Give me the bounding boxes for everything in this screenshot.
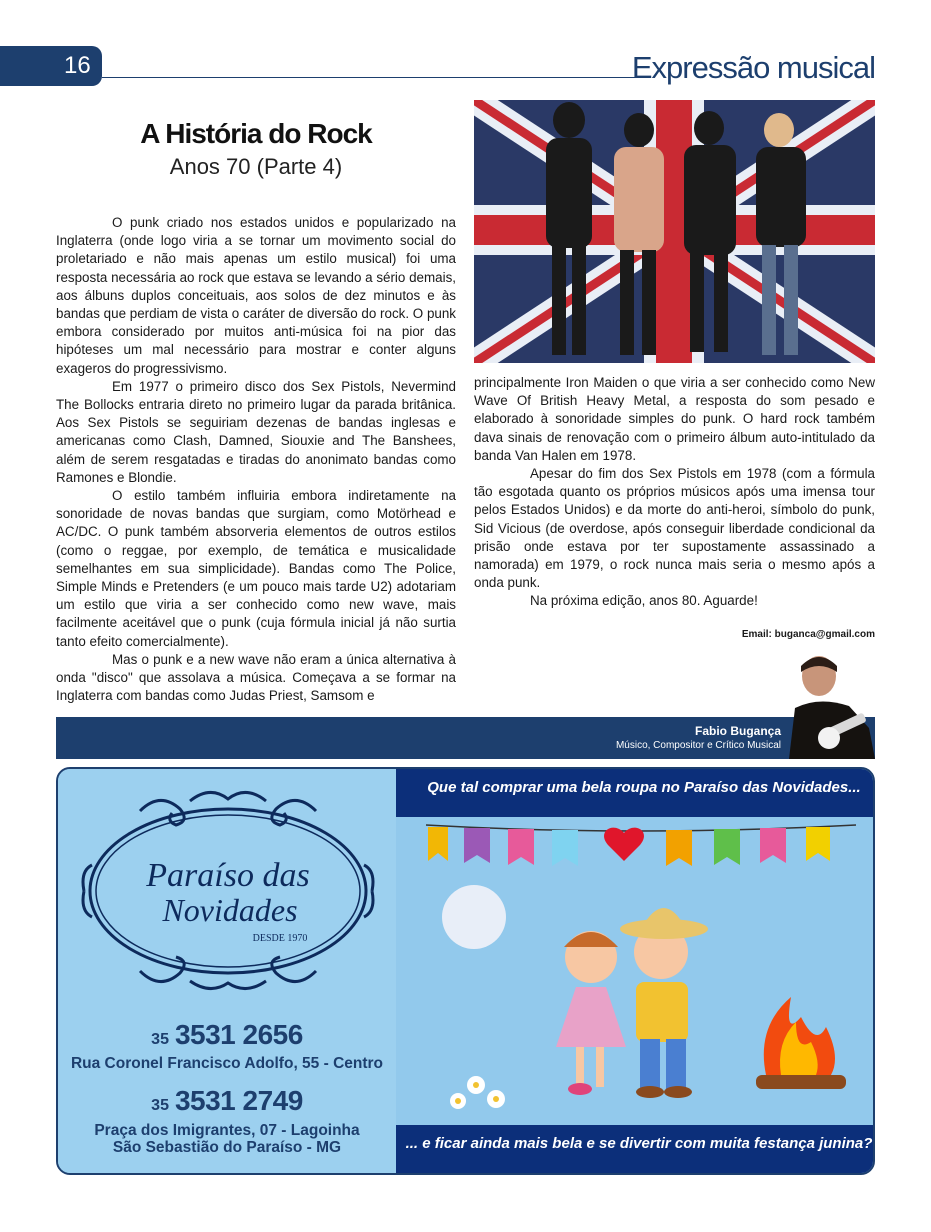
phone-2-number: 3531 2749 [174,1085,303,1116]
address-2-line2: São Sebastião do Paraíso - MG [112,1139,342,1156]
author-email: Email: buganca@gmail.com [741,629,875,640]
paragraph: Apesar do fim dos Sex Pistols em 1978 (com a fórmula tão esgotada quanto os próprios músicos após uma imensa tour pelos Estados Unidos) e da morte do anti-heroi, símbolo do punk, Sid Vicious (de overdose, após conseguir liberdade condicional da prisão onde estava por ter supostamente assassinado a namorada) em 1979, o rock nunca mais seria o mesmo após a onda punk. [474,466,875,591]
author-name: Fabio Bugança [694,724,781,738]
phone-2-area: 35 [151,1097,169,1114]
author-bar [56,717,875,759]
address-1: Rua Coronel Francisco Adolfo, 55 - Centro [70,1055,384,1072]
logo-line2: Novidades [162,892,298,928]
article-subtitle: Anos 70 (Parte 4) [169,154,343,179]
union-jack-band-image [474,100,875,363]
logo-since: DESDE 1970 [252,933,308,944]
ad-top-banner: Que tal comprar uma bela roupa no Paraíso das Novidades... [427,779,861,796]
logo-line1: Paraíso das [146,857,310,894]
ad-bottom-banner: ... e ficar ainda mais bela e se divertir com muita festança junina? [405,1135,873,1152]
paragraph: O estilo também influiria embora indiretamente na sonoridade de novas bandas que surgiam, como Motörhead e AC/DC. O punk também absorveria elementos de outros estilos (como o reggae, por exemplo, de temática e musicalidade semelhantes em sua simplicidade). Bandas como The Police, Simple Minds e Pretenders (e um pouco mais tarde U2) adotariam um estilo que viria a ser conhecido como new wave, mais facilmente aceitável que o punk (cuja fórmula inicial já não surtia tanto efeito comercialmente). [56,488,456,649]
festa-junina-illustration [396,817,875,1125]
author-photo [779,648,875,759]
paragraph: Em 1977 o primeiro disco dos Sex Pistols, Nevermind The Bollocks entraria direto no primeiro lugar da parada britânica. Aos Sex Pistols se seguiriam dezenas de bandas inglesas e americanas como Clash, Damned, Siouxie and The Banshees, além de serem resgatadas e tiradas do anonimato bandas como Ramones e Blondie. [56,378,456,485]
article-body-left [56,214,456,705]
article-body-right [474,374,875,611]
moon [442,885,506,949]
phone-1-number: 3531 2656 [174,1019,303,1050]
author-role: Músico, Compositor e Crítico Musical [615,740,781,751]
paragraph: O punk criado nos estados unidos e popularizado na Inglaterra (onde logo viria a se tornar um movimento social do proletariado e não mais apenas um estilo musical) foi uma resposta necessária ao rock que estava se levando a sério demais, aos álbuns duplos conceituais, aos solos de dez minutos e às bandas que perdiam de vista o caráter de diversão do rock. O punk embora considerado por muitos anti-música foi na pior das hipóteses um mal necessário para mostrar e conter alguns exageros do progressivismo. [56,215,456,376]
article-title: A História do Rock [140,118,372,149]
phone-2 [58,1085,396,1117]
article-left-column [56,118,456,705]
ad-store-panel [58,769,396,1173]
paragraph: principalmente Iron Maiden o que viria a ser conhecido como New Wave Of British Heavy Metal, a resposta do som pesado e elaborado à sonoridade simples do punk. O hard rock também dava sinais de renovação com o primeiro álbum auto-intitulado da banda Van Halen em 1978. [474,375,875,463]
paragraph: Na próxima edição, anos 80. Aguarde! [530,593,758,609]
address-2-line1: Praça dos Imigrantes, 07 - Lagoinha [94,1122,360,1139]
band-photo [474,100,875,363]
phone-1 [58,1019,396,1051]
phone-1-area: 35 [151,1031,169,1048]
header-rule [102,77,642,78]
ad-festival-panel [396,769,875,1173]
paragraph: Mas o punk e a new wave não eram a única alternativa à onda "disco" que assolava a música. Começava a se formar na Inglaterra com bandas como Judas Priest, Samsom e [56,651,456,704]
advertisement [56,767,875,1175]
page-number: 16 [0,46,102,86]
store-logo [80,781,376,991]
section-title: Expressão musical [631,50,875,85]
